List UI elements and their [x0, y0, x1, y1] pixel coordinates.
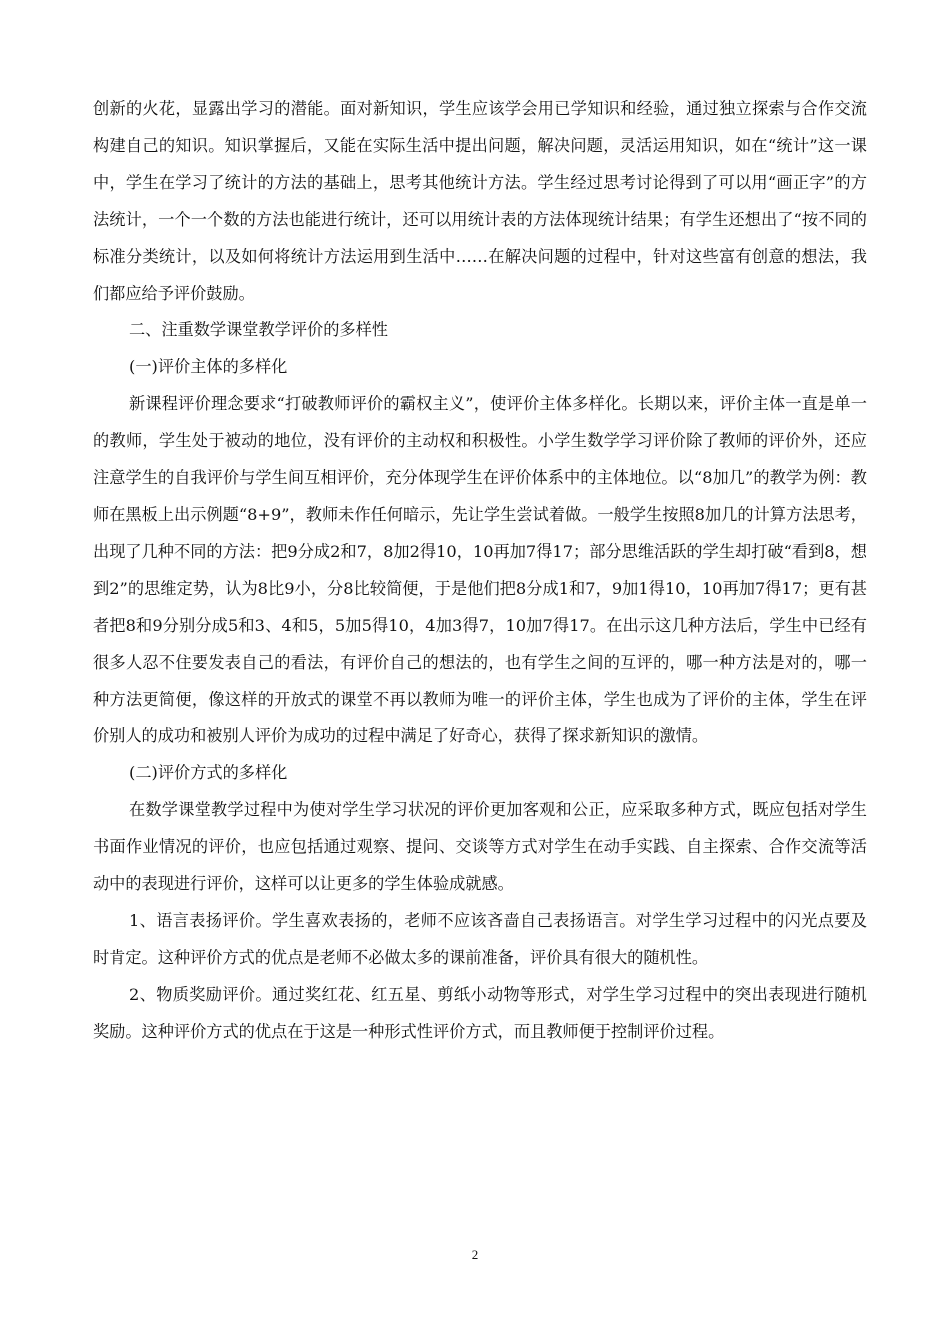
paragraph-material-reward: 2、物质奖励评价。通过奖红花、红五星、剪纸小动物等形式，对学生学习过程中的突出表现进行随机奖励。这种评价方式的优点在于这是一种形式性评价方式，而且教师便于控制评价过程。 — [93, 984, 867, 1041]
body-text — [93, 91, 867, 1051]
paragraph-evaluation-method: 在数学课堂教学过程中为使对学生学习状况的评价更加客观和公正，应采取多种方式，既应包括对学生书面作业情况的评价，也应包括通过观察、提问、交谈等方式对学生在动手实践、自主探索、合作交流等活动中的表现进行评价，这样可以让更多的学生体验成就感。 — [93, 800, 867, 894]
page-number: 2 — [471, 1247, 479, 1262]
section-heading: 二、注重数学课堂教学评价的多样性 — [129, 320, 388, 340]
paragraph-continuation: 创新的火花，显露出学习的潜能。面对新知识，学生应该学会用已学知识和经验，通过独立探索与合作交流构建自己的知识。知识掌握后，又能在实际生活中提出问题，解决问题，灵活运用知识，如在“统计”这一课中，学生在学习了统计的方法的基础上，思考其他统计方法。学生经过思考讨论得到了可以用“画正字”的方法统计，一个一个数的方法也能进行统计，还可以用统计表的方法体现统计结果；有学生还想出了“按不同的标准分类统计，以及如何将统计方法运用到生活中……在解决问题的过程中，针对这些富有创意的想法，我们都应给予评价鼓励。 — [93, 99, 867, 303]
paragraph-evaluation-subject: 新课程评价理念要求“打破教师评价的霸权主义”，使评价主体多样化。长期以来，评价主体一直是单一的教师，学生处于被动的地位，没有评价的主动权和积极性。小学生数学学习评价除了教师的评价外，还应注意学生的自我评价与学生间互相评价，充分体现学生在评价体系中的主体地位。以“8加几”的教学为例：教师在黑板上出示例题“8+9”，教师未作任何暗示，先让学生尝试着做。一般学生按照8加几的计算方法思考，出现了几种不同的方法：把9分成2和7，8加2得10，10再加7得17；部分思维活跃的学生却打破“看到8，想到2”的思维定势，认为8比9小，分8比较简便，于是他们把8分成1和7，9加1得10，10再加7得17；更有甚者把8和9分别分成5和3、4和5，5加5得10，4加3得7，10加7得17。在出示这几种方法后，学生中已经有很多人忍不住要发表自己的看法，有评价自己的想法的，也有学生之间的互评的，哪一种方法是对的，哪一种方法更简便，像这样的开放式的课堂不再以教师为唯一的评价主体，学生也成为了评价的主体，学生在评价别人的成功和被别人评价为成功的过程中满足了好奇心，获得了探求新知识的激情。 — [93, 394, 867, 746]
paragraph-verbal-praise: 1、语言表扬评价。学生喜欢表扬的，老师不应该吝啬自己表扬语言。对学生学习过程中的闪光点要及时肯定。这种评价方式的优点是老师不必做太多的课前准备，评价具有很大的随机性。 — [93, 910, 867, 967]
subsection-heading-evaluation-method: (二)评价方式的多样化 — [129, 763, 288, 783]
subsection-heading-evaluation-subject: (一)评价主体的多样化 — [129, 357, 288, 377]
